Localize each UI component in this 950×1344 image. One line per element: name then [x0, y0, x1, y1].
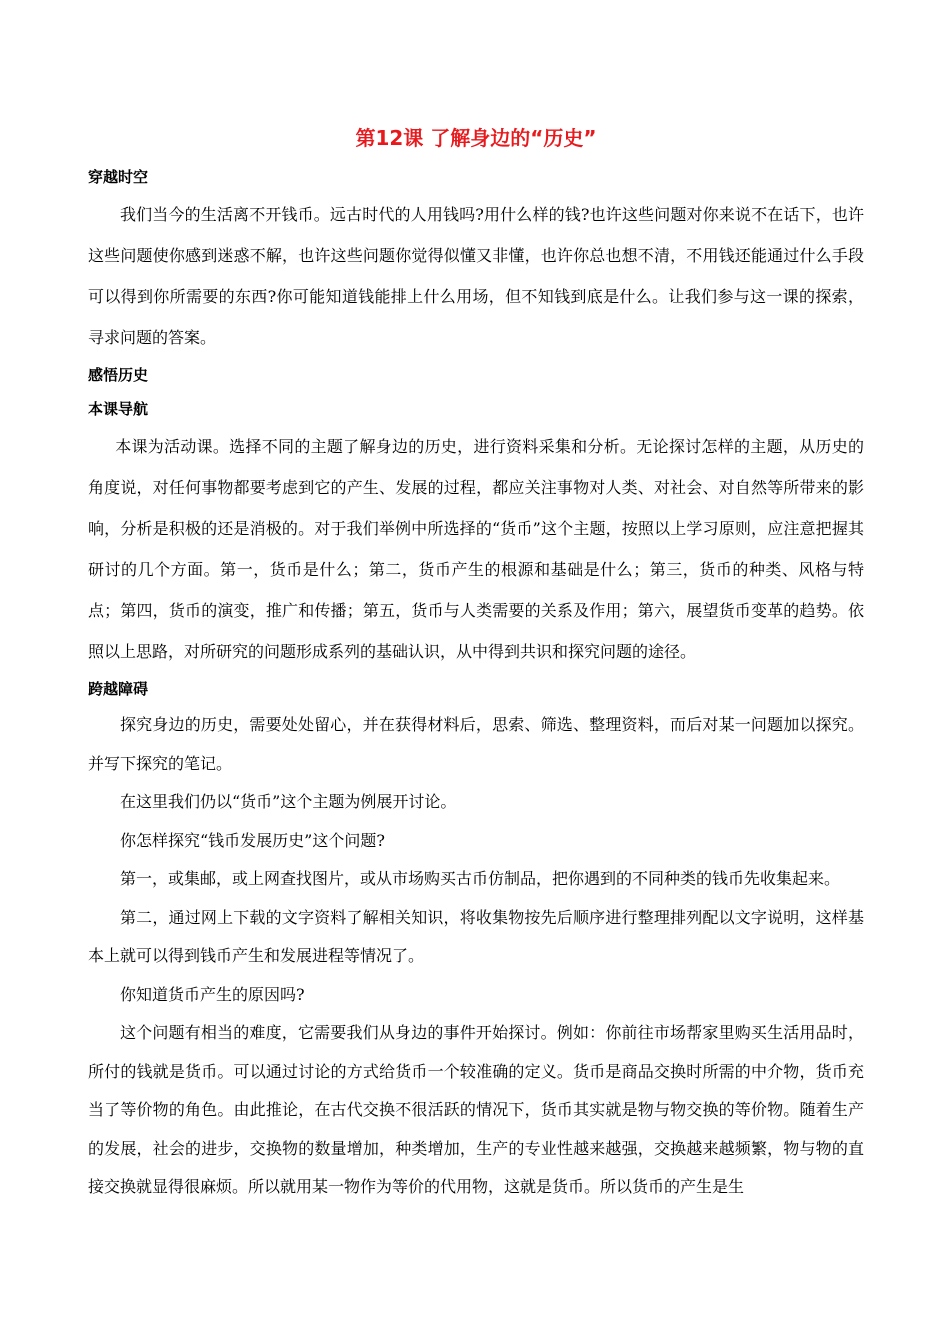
body-paragraph: 第一，或集邮，或上网查找图片，或从市场购买古币仿制品，把你遇到的不同种类的钱币先收集起来。 — [120, 869, 841, 888]
section-heading-ganwu: 感悟历史 — [88, 366, 149, 384]
navigation-paragraph: 本课为活动课。选择不同的主题了解身边的历史，进行资料采集和分析。无论探讨怎样的主题，从历史的角度说，对任何事物都要考虑到它的产生、发展的过程，都应关注事物对人类、对社会、对自然等所带来的影响，分析是积极的还是消极的。对于我们举例中所选择的“货币”这个主题，按照以上学习原则，应注意把握其研讨的几个方面。第一，货币是什么；第二，货币产生的根源和基础是什么；第三，货币的种类、风格与特点；第四，货币的演变，推广和传播；第五，货币与人类需要的关系及作用；第六，展望货币变革的趋势。依照以上思路，对所研究的问题形成系列的基础认识，从中得到共识和探究问题的途径。 — [88, 437, 864, 661]
section-heading-daohang: 本课导航 — [88, 400, 149, 418]
body-paragraph: 在这里我们仍以“货币”这个主题为例展开讨论。 — [120, 792, 457, 811]
section-heading-chuanyue: 穿越时空 — [88, 168, 149, 186]
body-paragraph: 探究身边的历史，需要处处留心，并在获得材料后，思索、筛选、整理资料，而后对某一问题加以探究。并写下探究的笔记。 — [88, 715, 864, 773]
page-title: 第12课 了解身边的“历史” — [355, 126, 597, 150]
intro-paragraph: 我们当今的生活离不开钱币。远古时代的人用钱吗?用什么样的钱?也许这些问题对你来说不在话下，也许这些问题使你感到迷惑不解，也许这些问题你觉得似懂又非懂，也许你总也想不清，不用钱还能通过什么手段可以得到你所需要的东西?你可能知道钱能排上什么用场，但不知钱到底是什么。让我们参与这一课的探索，寻求问题的答案。 — [88, 205, 864, 347]
body-paragraph: 第二，通过网上下载的文字资料了解相关知识，将收集物按先后顺序进行整理排列配以文字说明，这样基本上就可以得到钱币产生和发展进程等情况了。 — [88, 907, 864, 965]
section-heading-kuayue: 跨越障碍 — [88, 680, 149, 698]
document-page — [88, 118, 864, 1207]
body-paragraph: 这个问题有相当的难度，它需要我们从身边的事件开始探讨。例如：你前往市场帮家里购买生活用品时，所付的钱就是货币。可以通过讨论的方式给货币一个较准确的定义。货币是商品交换时所需的中介物，货币充当了等价物的角色。由此推论，在古代交换不很活跃的情况下，货币其实就是物与物交换的等价物。随着生产的发展，社会的进步，交换物的数量增加，种类增加，生产的专业性越来越强，交换越来越频繁，物与物的直接交换就显得很麻烦。所以就用某一物作为等价的代用物，这就是货币。所以货币的产生是生 — [88, 1023, 864, 1196]
body-paragraph: 你怎样探究“钱币发展历史”这个问题? — [120, 830, 385, 850]
body-paragraph: 你知道货币产生的原因吗? — [120, 984, 305, 1004]
